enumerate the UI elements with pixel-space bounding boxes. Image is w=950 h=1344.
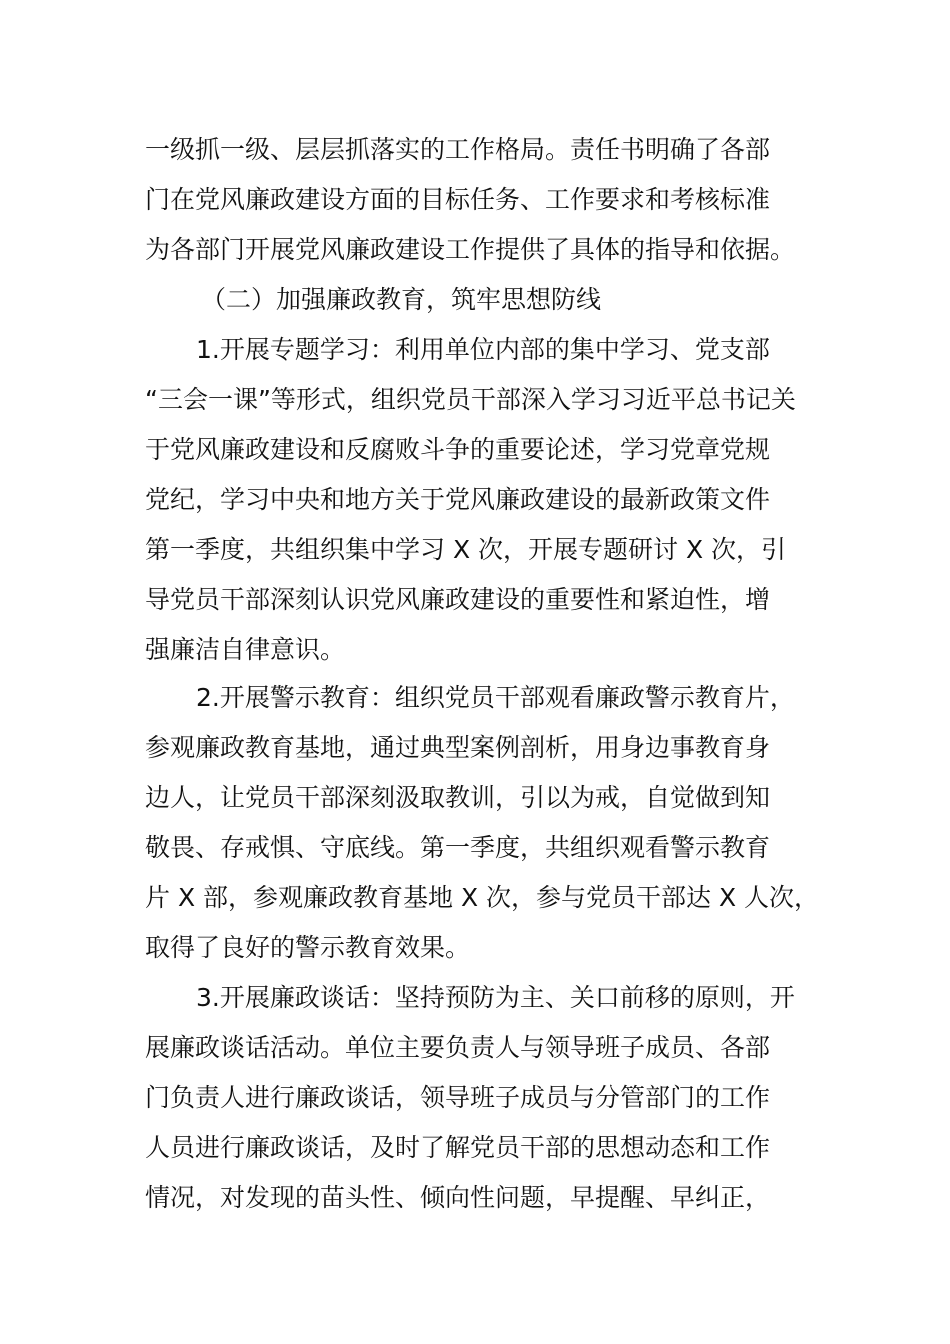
- text-line: 参观廉政教育基地，通过典型案例剖析，用身边事教育身: [145, 733, 771, 762]
- text-line: 展廉政谈话活动。单位主要负责人与领导班子成员、各部: [145, 1033, 771, 1062]
- text-line: 党纪，学习中央和地方关于党风廉政建设的最新政策文件: [145, 485, 771, 514]
- text-line: 边人，让党员干部深刻汲取教训，引以为戒，自觉做到知: [145, 783, 771, 812]
- text-line: 片 X 部，参观廉政教育基地 X 次，参与党员干部达 X 人次，: [145, 883, 820, 912]
- text-line: 为各部门开展党风廉政建设工作提供了具体的指导和依据。: [145, 235, 796, 264]
- text-line: 导党员干部深刻认识党风廉政建设的重要性和紧迫性，增: [145, 585, 771, 614]
- text-line: 敬畏、存戒惧、守底线。第一季度，共组织观看警示教育: [145, 833, 771, 862]
- text-line: 门负责人进行廉政谈话，领导班子成员与分管部门的工作: [145, 1083, 771, 1112]
- text-line: 2.开展警示教育：组织党员干部观看廉政警示教育片，: [196, 683, 795, 712]
- text-line: 门在党风廉政建设方面的目标任务、工作要求和考核标准: [145, 185, 771, 214]
- text-line: 第一季度，共组织集中学习 X 次，开展专题研讨 X 次，引: [145, 535, 787, 564]
- text-line: 强廉洁自律意识。: [145, 635, 346, 664]
- text-line: 一级抓一级、层层抓落实的工作格局。责任书明确了各部: [145, 135, 771, 164]
- text-line: “三会一课”等形式，组织党员干部深入学习习近平总书记关: [145, 385, 796, 414]
- text-line: 情况，对发现的苗头性、倾向性问题，早提醒、早纠正，: [145, 1183, 771, 1212]
- text-line: 1.开展专题学习：利用单位内部的集中学习、党支部: [196, 335, 770, 364]
- text-line: 取得了良好的警示教育效果。: [145, 933, 471, 962]
- text-line: 于党风廉政建设和反腐败斗争的重要论述，学习党章党规: [145, 435, 771, 464]
- text-line: 人员进行廉政谈话，及时了解党员干部的思想动态和工作: [145, 1133, 771, 1162]
- text-line: 3.开展廉政谈话：坚持预防为主、关口前移的原则，开: [196, 983, 795, 1012]
- section-heading: （二）加强廉政教育，筑牢思想防线: [201, 285, 602, 314]
